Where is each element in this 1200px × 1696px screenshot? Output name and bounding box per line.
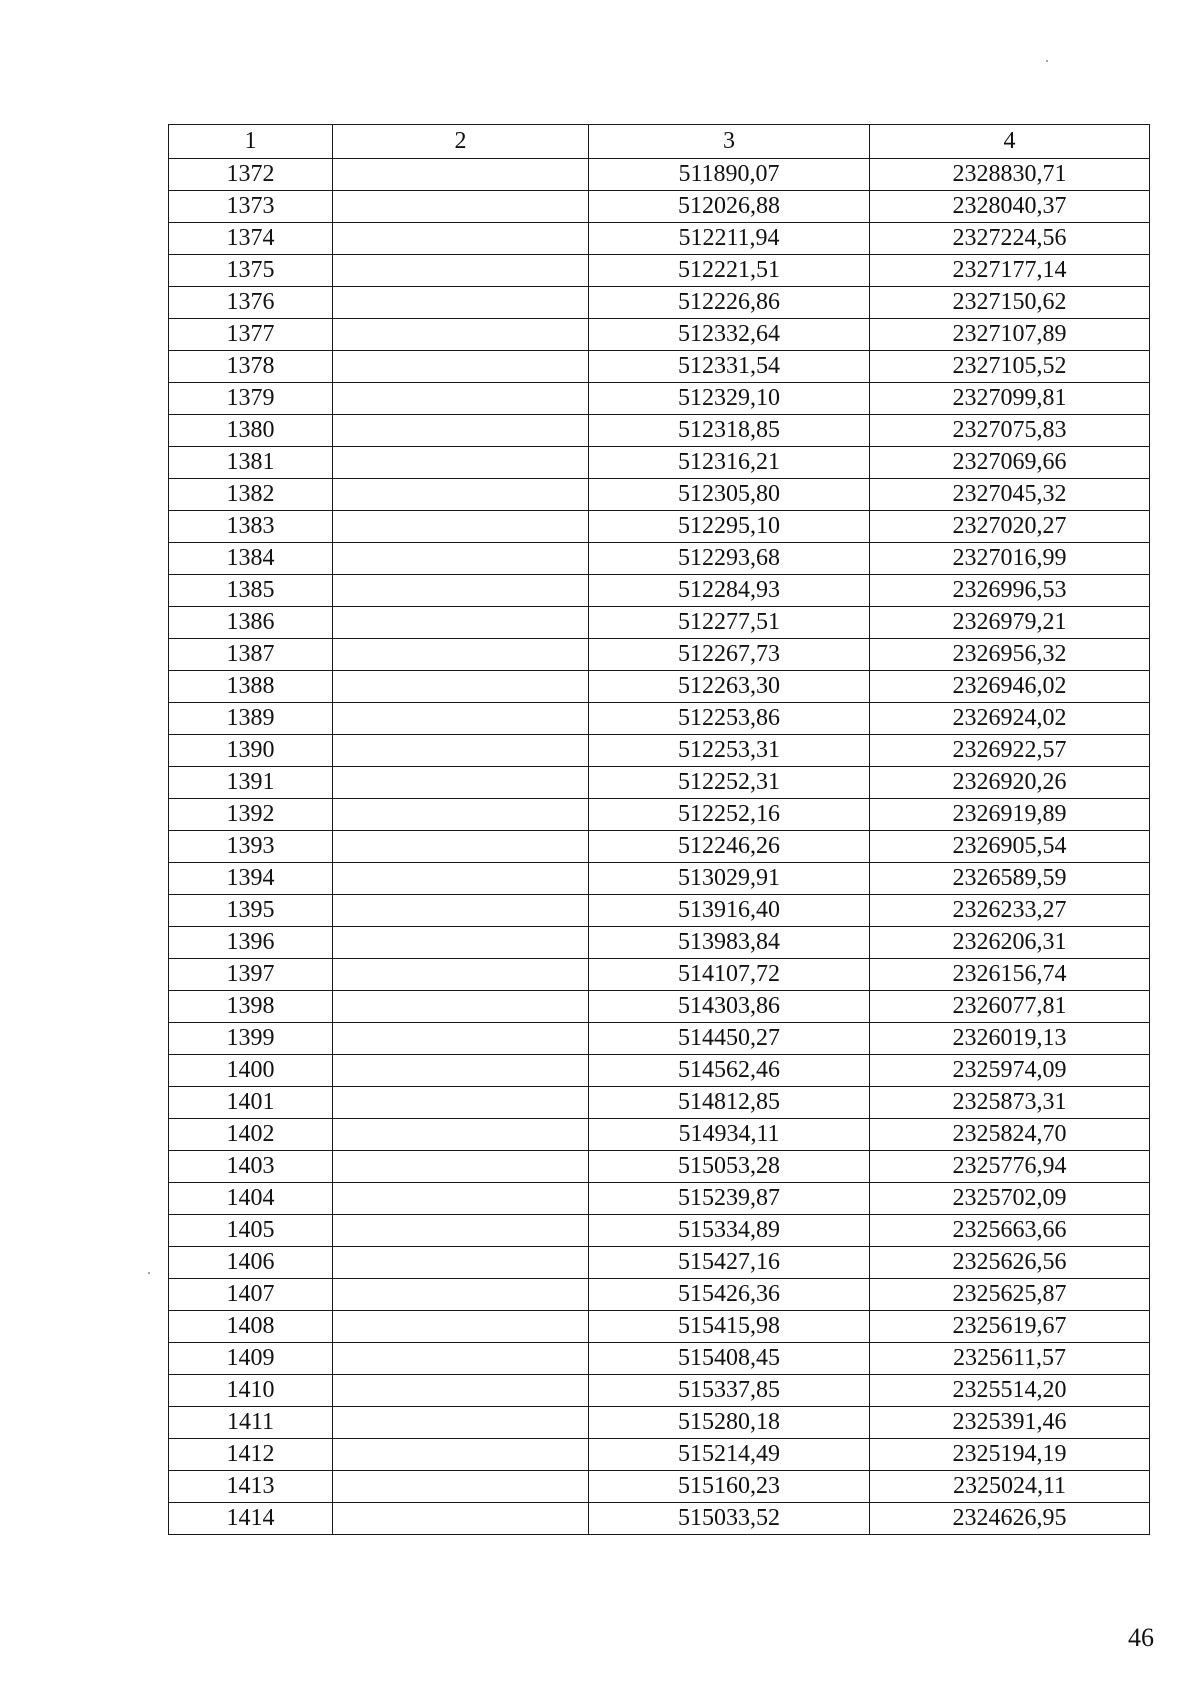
table-row [169,287,1150,319]
table-cell-col-4: 2325625,87 [870,1279,1150,1311]
table-cell-col-3: 511890,07 [589,159,870,191]
table-cell-col-2 [333,1471,589,1503]
table-cell-col-3: 512226,86 [589,287,870,319]
table-cell-col-1: 1407 [169,1279,333,1311]
table-cell-col-1: 1394 [169,863,333,895]
table-cell-col-2 [333,1279,589,1311]
table-row [169,927,1150,959]
table-cell-col-4: 2325611,57 [870,1343,1150,1375]
table-cell-col-1: 1383 [169,511,333,543]
table-cell-col-2 [333,703,589,735]
table-cell-col-1: 1404 [169,1183,333,1215]
table-cell-col-4: 2327099,81 [870,383,1150,415]
table-cell-col-4: 2326206,31 [870,927,1150,959]
table-row [169,1151,1150,1183]
table-cell-col-4: 2326946,02 [870,671,1150,703]
table-cell-col-1: 1382 [169,479,333,511]
table-cell-col-4: 2325873,31 [870,1087,1150,1119]
scan-speck [1046,60,1048,62]
table-cell-col-4: 2325663,66 [870,1215,1150,1247]
table-cell-col-1: 1388 [169,671,333,703]
table-cell-col-2 [333,1407,589,1439]
table-cell-col-4: 2327150,62 [870,287,1150,319]
table-row [169,415,1150,447]
table-cell-col-1: 1384 [169,543,333,575]
table-cell-col-2 [333,1503,589,1535]
table-cell-col-1: 1374 [169,223,333,255]
table-row [169,991,1150,1023]
table-row [169,735,1150,767]
table-cell-col-4: 2326924,02 [870,703,1150,735]
table-cell-col-4: 2328040,37 [870,191,1150,223]
scan-speck [148,1272,150,1274]
table-cell-col-4: 2326077,81 [870,991,1150,1023]
table-cell-col-3: 512318,85 [589,415,870,447]
table-cell-col-4: 2325024,11 [870,1471,1150,1503]
table-cell-col-1: 1401 [169,1087,333,1119]
column-header-1: 1 [169,125,333,159]
table-cell-col-3: 512332,64 [589,319,870,351]
table-cell-col-2 [333,1439,589,1471]
table-row [169,639,1150,671]
table-cell-col-4: 2327069,66 [870,447,1150,479]
column-header-3: 3 [589,125,870,159]
table-cell-col-2 [333,1247,589,1279]
table-cell-col-2 [333,1119,589,1151]
table-cell-col-4: 2325702,09 [870,1183,1150,1215]
table-cell-col-3: 512267,73 [589,639,870,671]
table-cell-col-3: 513983,84 [589,927,870,959]
table-cell-col-1: 1409 [169,1343,333,1375]
table-header [169,125,1150,159]
table-cell-col-2 [333,223,589,255]
table-row [169,1503,1150,1535]
table-row [169,319,1150,351]
column-header-4: 4 [870,125,1150,159]
table-cell-col-3: 515033,52 [589,1503,870,1535]
table-cell-col-3: 514450,27 [589,1023,870,1055]
table-cell-col-2 [333,831,589,863]
table-cell-col-1: 1403 [169,1151,333,1183]
table-cell-col-2 [333,927,589,959]
table-cell-col-1: 1380 [169,415,333,447]
table-cell-col-3: 515334,89 [589,1215,870,1247]
table-cell-col-3: 512277,51 [589,607,870,639]
table-cell-col-2 [333,479,589,511]
table-cell-col-3: 512246,26 [589,831,870,863]
table-cell-col-3: 512329,10 [589,383,870,415]
table-cell-col-4: 2325619,67 [870,1311,1150,1343]
table-cell-col-4: 2327107,89 [870,319,1150,351]
table-cell-col-2 [333,191,589,223]
table-cell-col-1: 1411 [169,1407,333,1439]
table-cell-col-1: 1385 [169,575,333,607]
table-cell-col-4: 2325626,56 [870,1247,1150,1279]
table-cell-col-3: 515214,49 [589,1439,870,1471]
table-cell-col-1: 1373 [169,191,333,223]
table-cell-col-2 [333,255,589,287]
table-cell-col-2 [333,991,589,1023]
table-cell-col-3: 514562,46 [589,1055,870,1087]
table-cell-col-2 [333,447,589,479]
table-cell-col-4: 2328830,71 [870,159,1150,191]
table-cell-col-3: 514934,11 [589,1119,870,1151]
table-cell-col-3: 515408,45 [589,1343,870,1375]
table-cell-col-3: 514303,86 [589,991,870,1023]
table-cell-col-4: 2325514,20 [870,1375,1150,1407]
table-cell-col-1: 1396 [169,927,333,959]
table-row [169,255,1150,287]
table-cell-col-3: 512331,54 [589,351,870,383]
table-cell-col-3: 512221,51 [589,255,870,287]
table-cell-col-2 [333,1343,589,1375]
table-cell-col-4: 2326233,27 [870,895,1150,927]
table-row [169,1471,1150,1503]
table-body [169,159,1150,1535]
table-cell-col-2 [333,383,589,415]
table-cell-col-3: 512295,10 [589,511,870,543]
table-cell-col-2 [333,543,589,575]
table-row [169,351,1150,383]
table-cell-col-2 [333,1183,589,1215]
table-cell-col-4: 2326979,21 [870,607,1150,639]
table-row [169,223,1150,255]
table-row [169,543,1150,575]
table-row [169,1279,1150,1311]
table-row [169,767,1150,799]
table-cell-col-4: 2327224,56 [870,223,1150,255]
table-cell-col-3: 515427,16 [589,1247,870,1279]
table-cell-col-2 [333,319,589,351]
table-cell-col-1: 1408 [169,1311,333,1343]
table-cell-col-3: 512252,16 [589,799,870,831]
table-cell-col-3: 512263,30 [589,671,870,703]
table-row [169,831,1150,863]
table-cell-col-4: 2327016,99 [870,543,1150,575]
table-row [169,1055,1150,1087]
table-cell-col-1: 1405 [169,1215,333,1247]
table-cell-col-2 [333,1087,589,1119]
table-cell-col-3: 515160,23 [589,1471,870,1503]
table-cell-col-1: 1376 [169,287,333,319]
table-cell-col-3: 514812,85 [589,1087,870,1119]
table-row [169,863,1150,895]
table-row [169,159,1150,191]
table-cell-col-4: 2325776,94 [870,1151,1150,1183]
table-cell-col-4: 2327020,27 [870,511,1150,543]
table-cell-col-4: 2327075,83 [870,415,1150,447]
table-cell-col-3: 515426,36 [589,1279,870,1311]
coordinates-table [168,124,1150,1535]
table-cell-col-1: 1386 [169,607,333,639]
table-cell-col-2 [333,415,589,447]
table-cell-col-3: 515239,87 [589,1183,870,1215]
table-row [169,1439,1150,1471]
table-cell-col-2 [333,511,589,543]
table-cell-col-2 [333,639,589,671]
table-cell-col-4: 2326019,13 [870,1023,1150,1055]
table-cell-col-1: 1398 [169,991,333,1023]
table-cell-col-2 [333,895,589,927]
table-cell-col-1: 1402 [169,1119,333,1151]
table-cell-col-1: 1414 [169,1503,333,1535]
table-cell-col-1: 1397 [169,959,333,991]
table-cell-col-4: 2327177,14 [870,255,1150,287]
table-cell-col-1: 1379 [169,383,333,415]
table-cell-col-1: 1400 [169,1055,333,1087]
table-cell-col-2 [333,287,589,319]
table-cell-col-4: 2325824,70 [870,1119,1150,1151]
table-cell-col-4: 2326920,26 [870,767,1150,799]
table-cell-col-2 [333,863,589,895]
table-row [169,191,1150,223]
table-cell-col-1: 1390 [169,735,333,767]
table-cell-col-1: 1406 [169,1247,333,1279]
table-row [169,959,1150,991]
table-cell-col-2 [333,1151,589,1183]
table-cell-col-2 [333,575,589,607]
table-cell-col-1: 1389 [169,703,333,735]
table-cell-col-1: 1391 [169,767,333,799]
table-cell-col-3: 512026,88 [589,191,870,223]
table-cell-col-1: 1375 [169,255,333,287]
table-cell-col-3: 512253,86 [589,703,870,735]
table-cell-col-4: 2326956,32 [870,639,1150,671]
table-cell-col-3: 512316,21 [589,447,870,479]
table-row [169,383,1150,415]
table-cell-col-4: 2326996,53 [870,575,1150,607]
table-cell-col-1: 1410 [169,1375,333,1407]
table-cell-col-1: 1399 [169,1023,333,1055]
table-cell-col-2 [333,1023,589,1055]
table-cell-col-4: 2325194,19 [870,1439,1150,1471]
table-row [169,1119,1150,1151]
page-number: 46 [1128,1623,1154,1652]
table-cell-col-2 [333,1215,589,1247]
table-cell-col-2 [333,671,589,703]
table-row [169,1343,1150,1375]
table-row [169,671,1150,703]
table-cell-col-2 [333,1311,589,1343]
table-cell-col-2 [333,799,589,831]
header-row [169,125,1150,159]
table-cell-col-4: 2325391,46 [870,1407,1150,1439]
table-cell-col-2 [333,351,589,383]
table-cell-col-2 [333,767,589,799]
table-row [169,1247,1150,1279]
table-row [169,1023,1150,1055]
table-cell-col-2 [333,1375,589,1407]
table-cell-col-1: 1412 [169,1439,333,1471]
table-cell-col-2 [333,607,589,639]
table-row [169,447,1150,479]
table-row [169,1087,1150,1119]
table-cell-col-4: 2326922,57 [870,735,1150,767]
table-cell-col-3: 512293,68 [589,543,870,575]
table-cell-col-1: 1387 [169,639,333,671]
table-cell-col-1: 1395 [169,895,333,927]
table-cell-col-3: 513029,91 [589,863,870,895]
table-cell-col-3: 515415,98 [589,1311,870,1343]
table-row [169,511,1150,543]
table-cell-col-1: 1378 [169,351,333,383]
table-cell-col-3: 512253,31 [589,735,870,767]
table-row [169,1183,1150,1215]
table-cell-col-1: 1381 [169,447,333,479]
table-row [169,1311,1150,1343]
table-cell-col-4: 2326905,54 [870,831,1150,863]
table-cell-col-3: 512211,94 [589,223,870,255]
table-cell-col-4: 2326919,89 [870,799,1150,831]
column-header-2: 2 [333,125,589,159]
table-cell-col-3: 512305,80 [589,479,870,511]
table-row [169,895,1150,927]
table-cell-col-3: 515337,85 [589,1375,870,1407]
table-row [169,799,1150,831]
table-cell-col-3: 515280,18 [589,1407,870,1439]
table-cell-col-1: 1392 [169,799,333,831]
table-cell-col-1: 1377 [169,319,333,351]
table-row [169,1375,1150,1407]
table-cell-col-2 [333,1055,589,1087]
table-row [169,1215,1150,1247]
table-row [169,607,1150,639]
table-row [169,1407,1150,1439]
table-cell-col-3: 513916,40 [589,895,870,927]
table-cell-col-2 [333,159,589,191]
table-cell-col-2 [333,735,589,767]
table-row [169,703,1150,735]
table-cell-col-3: 515053,28 [589,1151,870,1183]
table-cell-col-4: 2325974,09 [870,1055,1150,1087]
table-cell-col-4: 2327105,52 [870,351,1150,383]
table-row [169,575,1150,607]
table-cell-col-2 [333,959,589,991]
table-cell-col-1: 1413 [169,1471,333,1503]
table-cell-col-3: 512284,93 [589,575,870,607]
table-cell-col-4: 2326156,74 [870,959,1150,991]
table-cell-col-3: 512252,31 [589,767,870,799]
table-row [169,479,1150,511]
table-cell-col-4: 2324626,95 [870,1503,1150,1535]
table-cell-col-1: 1393 [169,831,333,863]
table-cell-col-4: 2326589,59 [870,863,1150,895]
table-cell-col-4: 2327045,32 [870,479,1150,511]
table-cell-col-1: 1372 [169,159,333,191]
table-cell-col-3: 514107,72 [589,959,870,991]
